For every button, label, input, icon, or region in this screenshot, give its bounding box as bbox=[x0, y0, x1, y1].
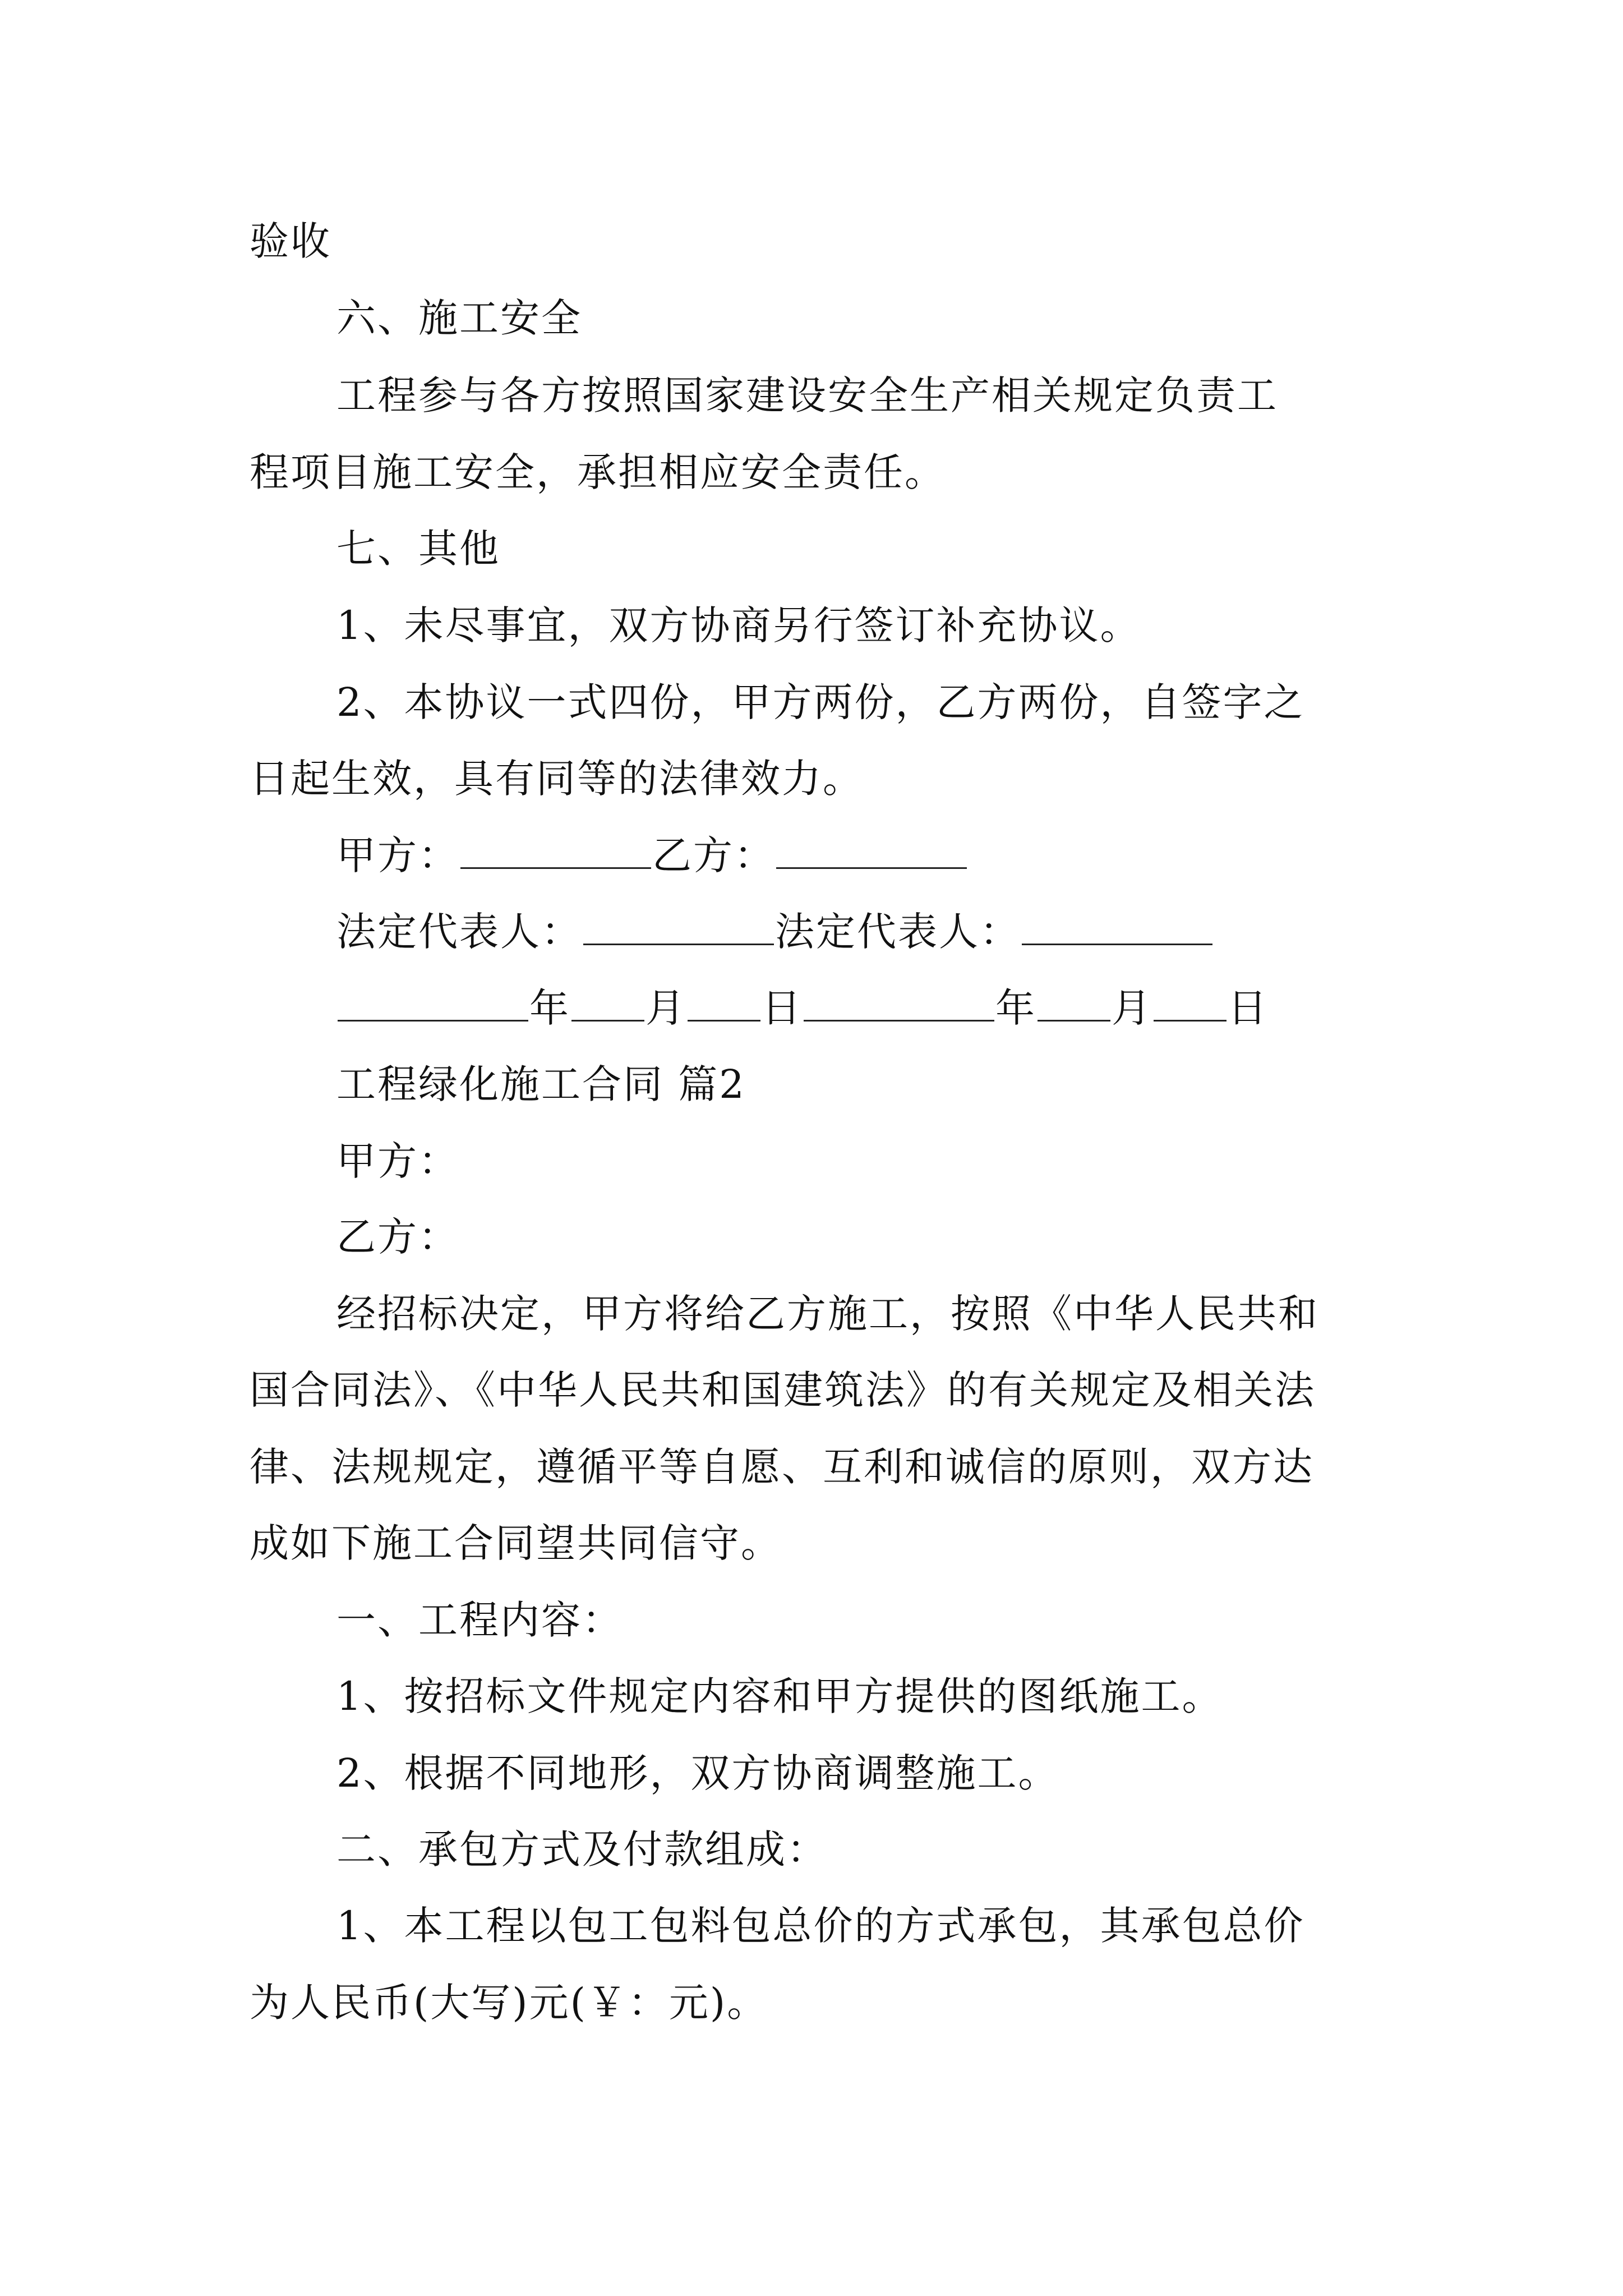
text-line: 1、本工程以包工包料包总价的方式承包，其承包总价 bbox=[336, 1903, 1305, 1949]
rep-a-label: 法定代表人： bbox=[336, 909, 582, 955]
day-blank bbox=[688, 985, 760, 1022]
text-line: 成如下施工合同望共同信守。 bbox=[250, 1520, 782, 1566]
text-line: 律、法规规定，遵循平等自愿、互利和诚信的原则，双方达 bbox=[250, 1444, 1314, 1490]
text-line: 工程参与各方按照国家建设安全生产相关规定负责工 bbox=[336, 372, 1278, 418]
text-line: 1、未尽事宜，双方协商另行签订补充协议。 bbox=[336, 602, 1141, 648]
month-blank bbox=[571, 985, 644, 1022]
signature-date-line bbox=[336, 983, 1269, 1033]
signature-parties-line bbox=[336, 830, 968, 881]
text-line: 国合同法》、《中华人民共和国建筑法》的有关规定及相关法 bbox=[250, 1367, 1316, 1413]
text-line: 2、本协议一式四份，甲方两份，乙方两份，自签字之 bbox=[336, 679, 1305, 725]
day-label: 日 bbox=[762, 985, 803, 1031]
party-b-line: 乙方： bbox=[336, 1214, 459, 1260]
party-a-line: 甲方： bbox=[336, 1138, 459, 1184]
year-blank bbox=[338, 985, 528, 1022]
year-label-2: 年 bbox=[995, 985, 1036, 1031]
text-line: 日起生效，具有同等的法律效力。 bbox=[250, 756, 864, 802]
month-label: 月 bbox=[645, 985, 686, 1031]
document-title: 工程绿化施工合同 篇2 bbox=[336, 1061, 746, 1107]
year-blank-2 bbox=[804, 985, 994, 1022]
rep-b-blank bbox=[1022, 909, 1212, 945]
text-line: 验收 bbox=[250, 218, 331, 264]
month-blank-2 bbox=[1038, 985, 1110, 1022]
rep-a-blank bbox=[583, 909, 774, 945]
party-a-label: 甲方： bbox=[336, 832, 459, 878]
section-heading: 二、承包方式及付款组成： bbox=[336, 1826, 828, 1872]
text-line: 2、根据不同地形，双方协商调整施工。 bbox=[336, 1750, 1059, 1796]
signature-rep-line bbox=[336, 907, 1214, 957]
section-heading: 七、其他 bbox=[336, 526, 500, 572]
month-label-2: 月 bbox=[1112, 985, 1152, 1031]
day-blank-2 bbox=[1154, 985, 1227, 1022]
section-heading: 六、施工安全 bbox=[336, 295, 582, 341]
party-a-blank bbox=[460, 832, 651, 869]
year-label: 年 bbox=[529, 985, 570, 1031]
text-line: 经招标决定，甲方将给乙方施工，按照《中华人民共和 bbox=[336, 1291, 1319, 1337]
party-b-blank bbox=[776, 832, 967, 869]
party-b-label: 乙方： bbox=[652, 832, 775, 878]
text-line: 为人民币(大写)元(￥：元)。 bbox=[250, 1980, 768, 2026]
day-label-2: 日 bbox=[1228, 985, 1269, 1031]
text-line: 程项目施工安全，承担相应安全责任。 bbox=[250, 449, 946, 495]
text-line: 1、按招标文件规定内容和甲方提供的图纸施工。 bbox=[336, 1673, 1223, 1719]
rep-b-label: 法定代表人： bbox=[775, 909, 1021, 955]
section-heading: 一、工程内容： bbox=[336, 1597, 623, 1643]
